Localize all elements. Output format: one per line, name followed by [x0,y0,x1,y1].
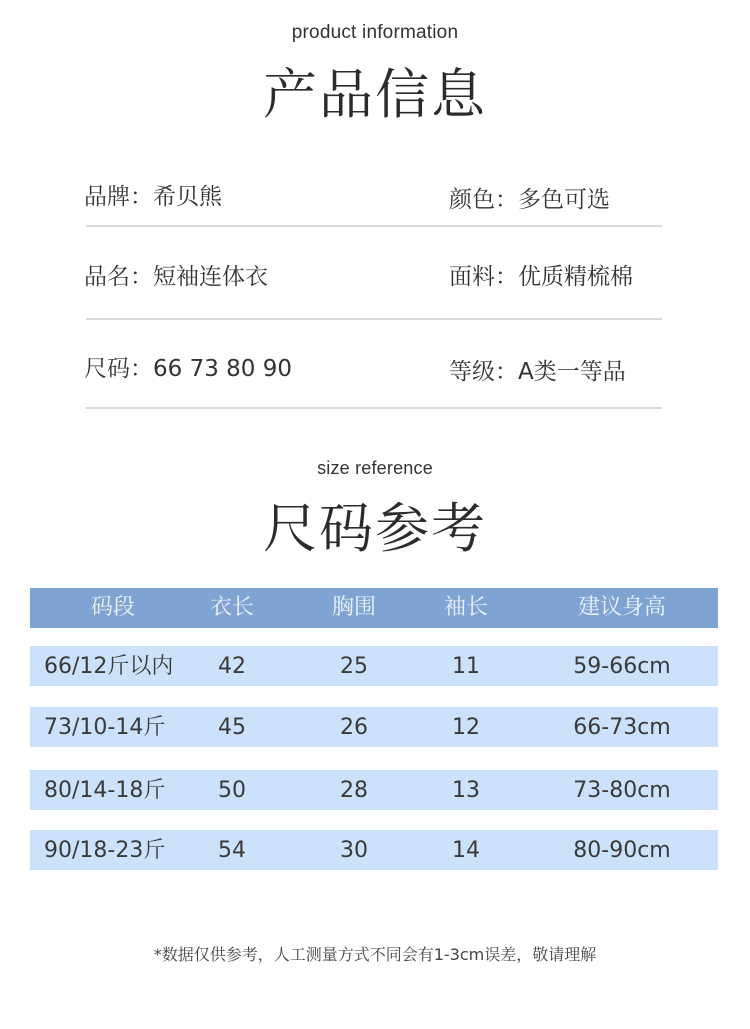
table-row [30,646,718,686]
grade-label: 等级：A类一等品 [449,359,626,385]
divider [86,318,662,320]
divider [86,407,662,409]
cell-sleeve: 11 [452,654,480,679]
header-height: 建议身高 [577,595,666,620]
cell-height: 66-73cm [573,715,671,740]
cell-length: 50 [218,778,246,803]
size-label: 尺码：66 73 80 90 [84,356,292,382]
product-info-title: 产品信息 [263,63,487,126]
info-row-brand-color [84,178,664,218]
size-reference-subtitle: size reference [317,458,433,478]
header-size-range: 码段 [90,595,135,620]
size-table-header [30,588,718,628]
header-chest: 胸围 [331,595,376,620]
brand-label: 品牌：希贝熊 [84,184,222,210]
cell-size-range: 66/12斤以内 [44,654,174,679]
table-row [30,770,718,810]
cell-height: 59-66cm [573,654,671,679]
header-sleeve: 袖长 [443,595,488,620]
cell-height: 73-80cm [573,778,671,803]
table-row [30,707,718,747]
table-row [30,830,718,870]
cell-length: 45 [218,715,246,740]
color-label: 颜色：多色可选 [449,187,610,213]
info-row-size-grade [84,350,664,390]
cell-size-range: 80/14-18斤 [44,778,166,803]
product-info-subtitle: product information [291,22,459,43]
product-name-label: 品名：短袖连体衣 [84,264,268,290]
cell-height: 80-90cm [573,838,671,863]
cell-sleeve: 13 [452,778,480,803]
info-row-name-fabric [84,258,664,298]
cell-chest: 25 [340,654,368,679]
cell-length: 54 [218,838,246,863]
cell-size-range: 90/18-23斤 [44,838,166,863]
cell-chest: 30 [340,838,368,863]
header-length: 衣长 [209,595,254,620]
cell-chest: 26 [340,715,368,740]
size-reference-title: 尺码参考 [263,497,487,560]
divider [86,225,662,227]
fabric-label: 面料：优质精梳棉 [449,264,633,290]
cell-length: 42 [218,654,246,679]
footnote: *数据仅供参考，人工测量方式不同会有1-3cm误差，敬请理解 [153,945,597,964]
cell-chest: 28 [340,778,368,803]
cell-size-range: 73/10-14斤 [44,715,166,740]
cell-sleeve: 14 [452,838,480,863]
cell-sleeve: 12 [452,715,480,740]
